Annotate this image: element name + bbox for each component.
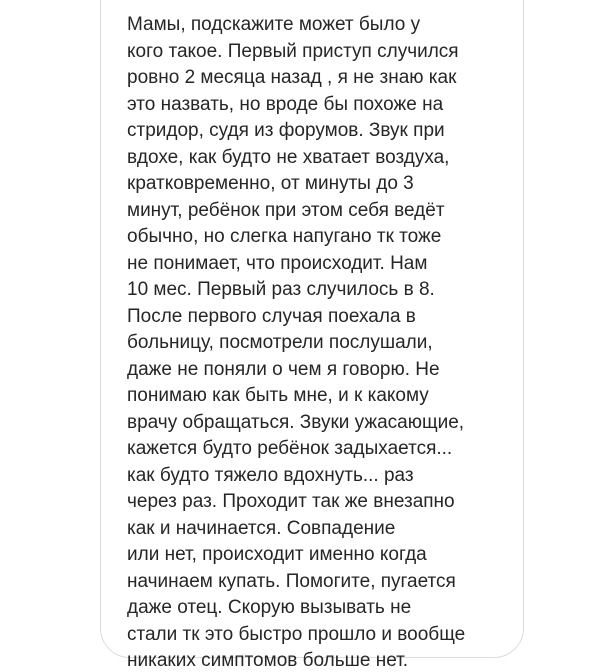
message-line: больницу, посмотрели послушали, — [127, 332, 433, 353]
message-line: стали тк это быстро прошло и вообще — [127, 623, 466, 645]
message-line: вдохе, как будто не хватает воздуха, — [127, 146, 450, 168]
message-line: как будто тяжело вдохнуть... раз — [127, 464, 414, 486]
message-line: начинаем купать. Помогите, пугается — [127, 570, 456, 592]
message-line: ровно 2 месяца назад , я не знаю как — [127, 67, 457, 88]
message-line: не понимает, что происходит. Нам — [127, 252, 428, 274]
message-line: Мамы, подскажите может было у — [127, 14, 421, 35]
message-line: кратковременно, от минуты до 3 — [127, 173, 414, 194]
message-line: через раз. Проходит так же внезапно — [127, 491, 455, 512]
message-line: врачу обращаться. Звуки ужасающие, — [127, 411, 465, 433]
message-line: как и начинается. Совпадение — [127, 517, 396, 539]
message-line: стридор, судя из форумов. Звук при — [127, 120, 445, 141]
message-line: никаких симптомов больше нет. — [127, 650, 409, 671]
message-line: 10 мес. Первый раз случилось в 8. — [127, 279, 435, 300]
message-line: это назвать, но вроде бы похоже на — [127, 93, 444, 115]
message-line: даже отец. Скорую вызывать не — [127, 597, 412, 618]
message-line: кого такое. Первый приступ случился — [127, 40, 459, 62]
message-line: После первого случая поехала в — [127, 305, 416, 327]
message-line: кажется будто ребёнок задыхается... — [127, 438, 453, 459]
message-line: даже не поняли о чем я говорю. Не — [127, 358, 440, 380]
message-line: обычно, но слегка напугано тк тоже — [127, 226, 442, 247]
message-text — [127, 12, 507, 672]
message-line: или нет, происходит именно когда — [127, 544, 427, 565]
message-line: минут, ребёнок при этом себя ведёт — [127, 199, 445, 221]
message-line: понимаю как быть мне, и к какому — [127, 385, 429, 406]
